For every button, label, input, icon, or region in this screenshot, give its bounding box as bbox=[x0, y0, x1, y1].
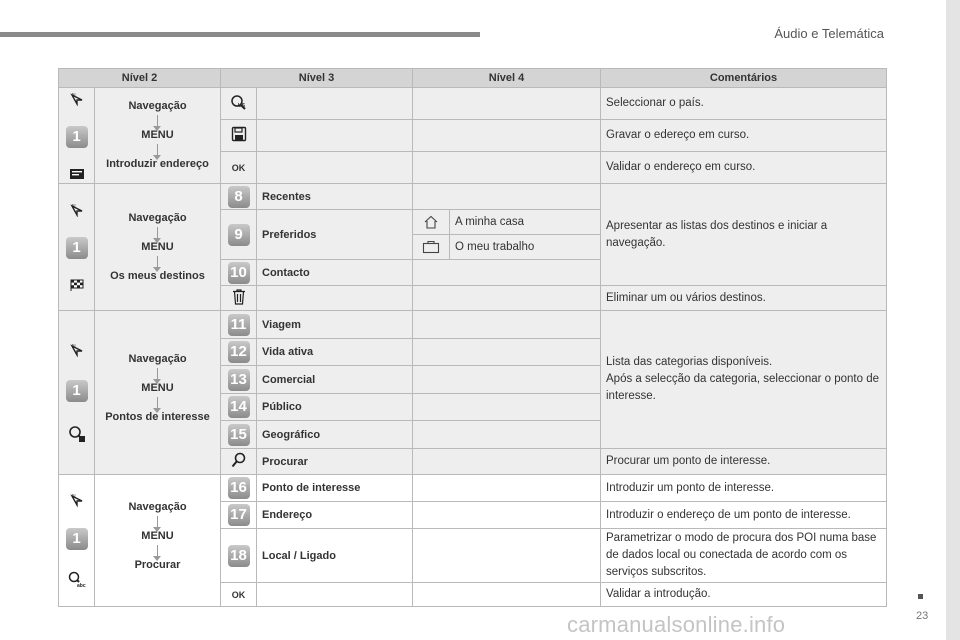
down-arrow-icon bbox=[157, 397, 158, 409]
down-arrow-icon bbox=[157, 227, 158, 239]
comment-cell: Apresentar as listas dos destinos e iniciar a navegação. bbox=[601, 184, 887, 286]
group2-icons bbox=[59, 184, 95, 311]
home-icon bbox=[413, 210, 450, 234]
step-badge-18: 18 bbox=[228, 545, 250, 567]
step-badge-10: 10 bbox=[228, 262, 250, 284]
level3-label: Público bbox=[257, 394, 413, 421]
page-number: 23 bbox=[916, 610, 929, 622]
group1-icons bbox=[59, 88, 95, 184]
col-header-nivel2: Nível 2 bbox=[59, 69, 221, 88]
table-row bbox=[59, 88, 887, 120]
menu-label: MENU bbox=[141, 382, 174, 394]
target-label: Os meus destinos bbox=[110, 269, 205, 282]
text-search-icon bbox=[68, 571, 86, 589]
comment-cell: Procurar um ponto de interesse. bbox=[601, 449, 887, 475]
group3-nav-path bbox=[95, 311, 221, 475]
step-badge-1: 1 bbox=[66, 126, 88, 148]
flag-icon bbox=[70, 279, 84, 291]
poi-search-icon bbox=[68, 425, 86, 443]
table-row bbox=[59, 311, 887, 339]
step-badge-15: 15 bbox=[228, 424, 250, 446]
ok-code: OK bbox=[221, 583, 257, 607]
level3-label: Recentes bbox=[257, 184, 413, 210]
step-badge-1: 1 bbox=[66, 528, 88, 550]
down-arrow-icon bbox=[157, 516, 158, 528]
group4-nav-path bbox=[95, 475, 221, 607]
svg-text:N: N bbox=[71, 493, 76, 500]
navigation-arrow-icon bbox=[70, 92, 84, 106]
svg-text:N: N bbox=[71, 92, 76, 99]
step-badge-17: 17 bbox=[228, 504, 250, 526]
ok-code: OK bbox=[221, 152, 257, 184]
down-arrow-icon bbox=[157, 368, 158, 380]
step-badge-13: 13 bbox=[228, 369, 250, 391]
comment-cell: Introduzir um ponto de interesse. bbox=[601, 475, 887, 502]
comment-cell: Eliminar um ou vários destinos. bbox=[601, 286, 887, 311]
level4-item bbox=[413, 234, 600, 259]
level3-label: Ponto de interesse bbox=[257, 475, 413, 502]
level4-label: A minha casa bbox=[455, 216, 525, 228]
group1-nav-path bbox=[95, 88, 221, 184]
down-arrow-icon bbox=[157, 115, 158, 127]
level3-label: Geográfico bbox=[257, 421, 413, 449]
menu-label: MENU bbox=[141, 530, 174, 542]
step-badge-1: 1 bbox=[66, 380, 88, 402]
header-title: Áudio e Telemática bbox=[774, 26, 884, 41]
level3-label: Vida ativa bbox=[257, 339, 413, 366]
down-arrow-icon bbox=[157, 256, 158, 268]
footer-watermark: carmanualsonline.info bbox=[567, 612, 786, 637]
down-arrow-icon bbox=[157, 144, 158, 156]
col-header-comentarios: Comentários bbox=[601, 69, 887, 88]
navigation-arrow-icon bbox=[70, 343, 84, 357]
step-badge-14: 14 bbox=[228, 396, 250, 418]
nav-label: Navegação bbox=[128, 211, 187, 224]
svg-text:N: N bbox=[71, 204, 76, 210]
nav-label: Navegação bbox=[128, 100, 187, 112]
step-badge-16: 16 bbox=[228, 477, 250, 499]
save-icon bbox=[221, 120, 257, 152]
svg-text:N: N bbox=[71, 343, 76, 350]
group4-icons bbox=[59, 475, 95, 607]
table-header-row bbox=[59, 69, 887, 88]
col-header-nivel3: Nível 3 bbox=[221, 69, 413, 88]
step-badge-11: 11 bbox=[228, 314, 250, 336]
nav-label: Navegação bbox=[128, 501, 187, 513]
table-row bbox=[59, 184, 887, 210]
target-label: Procurar bbox=[134, 559, 181, 571]
menu-label: MENU bbox=[141, 240, 174, 253]
nav-label: Navegação bbox=[128, 353, 187, 365]
col-header-nivel4: Nível 4 bbox=[413, 69, 601, 88]
comment-cell: Validar o endereço em curso. bbox=[601, 152, 887, 184]
svg-text:US: US bbox=[237, 103, 245, 109]
level4-label: O meu trabalho bbox=[455, 241, 535, 253]
page-marker bbox=[918, 594, 923, 599]
step-badge-9: 9 bbox=[228, 224, 250, 246]
top-rule bbox=[0, 32, 480, 37]
side-strip bbox=[946, 0, 960, 640]
comment-line: Após a selecção da categoria, seleccionar o ponto de interesse. bbox=[606, 373, 879, 402]
briefcase-icon bbox=[413, 235, 450, 259]
table-row bbox=[59, 475, 887, 502]
level3-label: Viagem bbox=[257, 311, 413, 339]
target-label: Pontos de interesse bbox=[105, 411, 210, 423]
menu-label: MENU bbox=[141, 129, 174, 141]
menu-table bbox=[58, 68, 887, 607]
down-arrow-icon bbox=[157, 545, 158, 557]
address-entry-icon bbox=[69, 168, 85, 180]
level3-label: Procurar bbox=[257, 449, 413, 475]
level4-item bbox=[413, 210, 600, 234]
comment-cell: Seleccionar o país. bbox=[601, 88, 887, 120]
level3-label: Preferidos bbox=[257, 210, 413, 260]
step-badge-1: 1 bbox=[66, 237, 88, 259]
comment-cell: Introduzir o endereço de um ponto de interesse. bbox=[601, 502, 887, 529]
svg-text:abc: abc bbox=[76, 582, 86, 589]
level3-label: Comercial bbox=[257, 366, 413, 394]
comment-line: Lista das categorias disponíveis. bbox=[606, 356, 773, 368]
comment-cell: Parametrizar o modo de procura dos POI numa base de dados local ou conectada de acordo com os serviços subscritos. bbox=[601, 529, 887, 583]
step-badge-8: 8 bbox=[228, 186, 250, 208]
level3-label: Contacto bbox=[257, 260, 413, 286]
group3-icons bbox=[59, 311, 95, 475]
level3-label: Local / Ligado bbox=[257, 529, 413, 583]
navigation-arrow-icon bbox=[70, 493, 84, 507]
country-search-icon bbox=[221, 88, 257, 120]
trash-icon bbox=[221, 286, 257, 311]
comment-cell: Gravar o edereço em curso. bbox=[601, 120, 887, 152]
level3-label: Endereço bbox=[257, 502, 413, 529]
comment-cell bbox=[601, 311, 887, 449]
step-badge-12: 12 bbox=[228, 341, 250, 363]
navigation-arrow-icon bbox=[70, 203, 84, 217]
comment-cell: Validar a introdução. bbox=[601, 583, 887, 607]
search-icon bbox=[221, 449, 257, 475]
group2-nav-path bbox=[95, 184, 221, 311]
target-label: Introduzir endereço bbox=[106, 158, 209, 170]
